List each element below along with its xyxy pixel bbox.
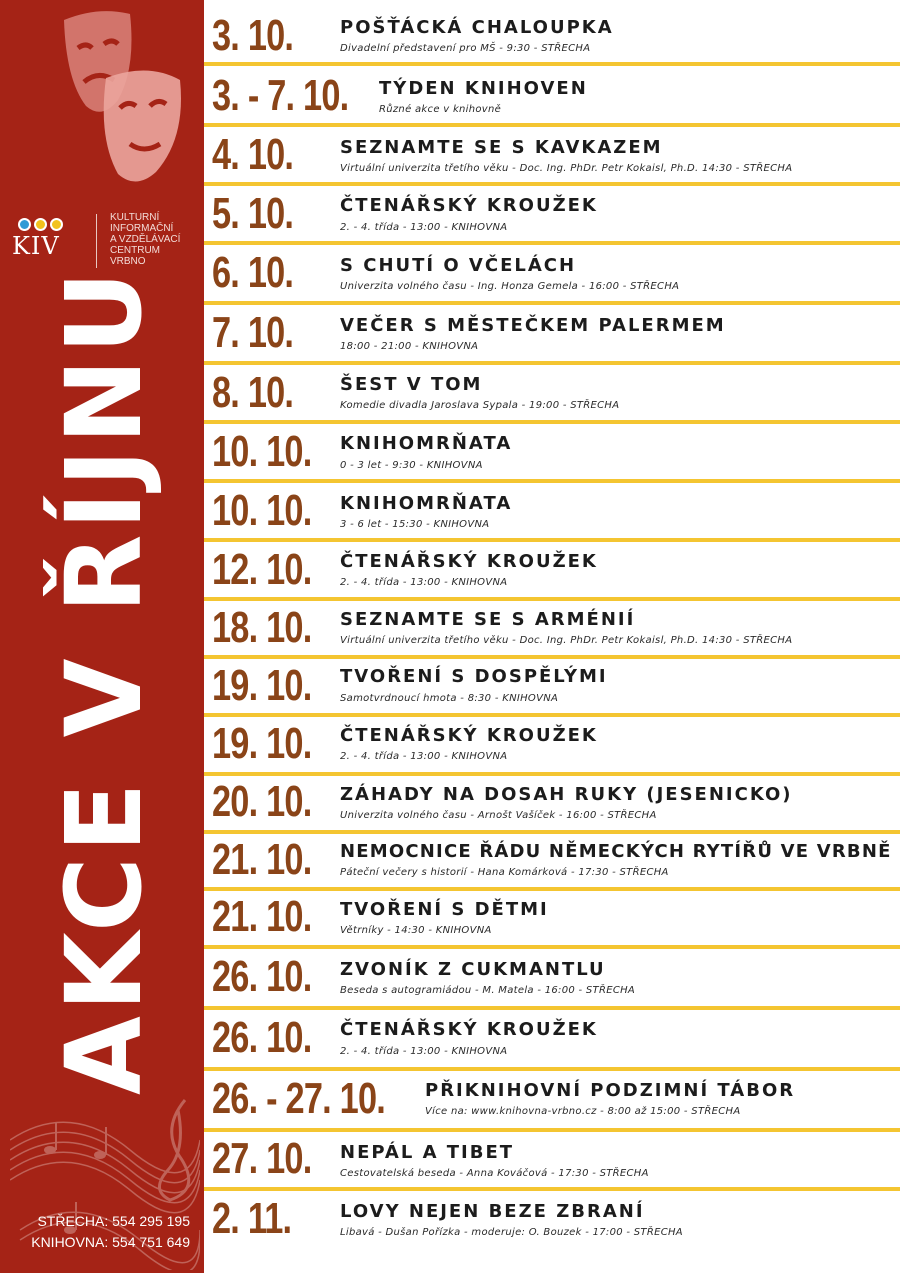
event-details: Více na: www.knihovna-vrbno.cz - 8:00 až 15:00 - STŘECHA [425, 1106, 741, 1117]
event-date: 19. 10. [212, 719, 312, 768]
divider [204, 361, 900, 365]
divider [204, 241, 900, 245]
event-details: 0 - 3 let - 9:30 - KNIHOVNA [340, 460, 483, 471]
contact-knihovna: KNIHOVNA: 554 751 649 [31, 1234, 190, 1250]
event-title: S CHUTÍ O VČELÁCH [340, 255, 577, 276]
divider [204, 301, 900, 305]
divider [204, 945, 900, 949]
logo-line: A VZDĚLÁVACÍ [110, 234, 181, 245]
event-title: ZVONÍK Z CUKMANTLU [340, 959, 606, 980]
event-details: Univerzita volného času - Arnošt Vašíček - 16:00 - STŘECHA [340, 810, 657, 821]
event-date: 3. - 7. 10. [212, 71, 349, 120]
event-date: 21. 10. [212, 835, 312, 884]
logo-dot-yellow-2 [50, 218, 63, 231]
divider [204, 1128, 900, 1132]
divider [204, 830, 900, 834]
divider [204, 1187, 900, 1191]
event-date: 21. 10. [212, 892, 312, 941]
divider [204, 182, 900, 186]
event-title: VEČER S MĚSTEČKEM PALERMEM [340, 315, 726, 336]
divider [204, 1006, 900, 1010]
contacts [10, 1211, 190, 1253]
event-details: 2. - 4. třída - 13:00 - KNIHOVNA [340, 1046, 508, 1057]
event-date: 20. 10. [212, 777, 312, 826]
event-title: ČTENÁŘSKÝ KROUŽEK [340, 551, 598, 572]
event-title: ČTENÁŘSKÝ KROUŽEK [340, 195, 598, 216]
logo-dot-blue [18, 218, 31, 231]
event-title: TVOŘENÍ S DOSPĚLÝMI [340, 666, 608, 687]
event-title: KNIHOMRŇATA [340, 433, 513, 454]
sidebar [0, 0, 204, 1273]
event-date: 18. 10. [212, 603, 312, 652]
contact-strecha: STŘECHA: 554 295 195 [37, 1213, 190, 1229]
logo-mark: KIV [12, 232, 60, 260]
event-date: 26. 10. [212, 1013, 312, 1062]
event-details: Beseda s autogramiádou - M. Matela - 16:00 - STŘECHA [340, 985, 636, 996]
event-title: SEZNAMTE SE S KAVKAZEM [340, 137, 663, 158]
event-details: Různé akce v knihovně [379, 104, 502, 115]
event-date: 4. 10. [212, 130, 294, 179]
event-details: Páteční večery s historií - Hana Komárková - 17:30 - STŘECHA [340, 867, 669, 878]
logo-line: INFORMAČNÍ [110, 223, 174, 234]
event-title: LOVY NEJEN BEZE ZBRANÍ [340, 1201, 645, 1222]
divider [204, 538, 900, 542]
event-date: 26. 10. [212, 952, 312, 1001]
event-title: PŘIKNIHOVNÍ PODZIMNÍ TÁBOR [425, 1080, 796, 1101]
event-title: ČTENÁŘSKÝ KROUŽEK [340, 725, 598, 746]
event-title: NEPÁL A TIBET [340, 1142, 515, 1163]
event-details: 18:00 - 21:00 - KNIHOVNA [340, 341, 479, 352]
event-details: Cestovatelská beseda - Anna Kováčová - 17:30 - STŘECHA [340, 1168, 649, 1179]
event-title: NEMOCNICE ŘÁDU NĚMECKÝCH RYTÍŘŮ VE VRBNĚ [340, 841, 892, 862]
event-details: Divadelní představení pro MŠ - 9:30 - STŘECHA [340, 43, 591, 54]
event-details: Libavá - Dušan Pořízka - moderuje: O. Bouzek - 17:00 - STŘECHA [340, 1227, 683, 1238]
divider [204, 420, 900, 424]
divider [204, 772, 900, 776]
event-date: 10. 10. [212, 427, 312, 476]
event-date: 7. 10. [212, 308, 294, 357]
event-date: 19. 10. [212, 661, 312, 710]
event-details: 3 - 6 let - 15:30 - KNIHOVNA [340, 519, 490, 530]
event-details: Samotvrdnoucí hmota - 8:30 - KNIHOVNA [340, 693, 559, 704]
vertical-title: AKCE V ŘÍJNU [43, 266, 165, 1095]
divider [204, 1067, 900, 1071]
logo-text [110, 212, 204, 267]
divider [204, 479, 900, 483]
logo-line: VRBNO [110, 256, 146, 267]
event-date: 2. 11. [212, 1194, 292, 1243]
event-details: Virtuální univerzita třetího věku - Doc. Ing. PhDr. Petr Kokaisl, Ph.D. 14:30 - STŘECHA [340, 635, 793, 646]
event-details: 2. - 4. třída - 13:00 - KNIHOVNA [340, 751, 508, 762]
event-title: POŠŤÁCKÁ CHALOUPKA [340, 17, 614, 38]
event-date: 12. 10. [212, 545, 312, 594]
events-list [204, 0, 900, 1273]
divider [204, 713, 900, 717]
event-date: 10. 10. [212, 486, 312, 535]
event-title: ČTENÁŘSKÝ KROUŽEK [340, 1019, 598, 1040]
event-details: Virtuální univerzita třetího věku - Doc. Ing. PhDr. Petr Kokaisl, Ph.D. 14:30 - STŘECHA [340, 163, 793, 174]
logo-dot-yellow [34, 218, 47, 231]
event-details: 2. - 4. třída - 13:00 - KNIHOVNA [340, 222, 508, 233]
event-date: 27. 10. [212, 1134, 312, 1183]
event-date: 26. - 27. 10. [212, 1074, 386, 1123]
theatre-masks-icon [58, 8, 188, 188]
event-title: ŠEST V TOM [340, 374, 483, 395]
event-title: SEZNAMTE SE S ARMÉNIÍ [340, 609, 636, 630]
event-date: 3. 10. [212, 11, 294, 60]
divider [204, 62, 900, 66]
event-details: Komedie divadla Jaroslava Sypala - 19:00 - STŘECHA [340, 400, 620, 411]
logo-separator [96, 214, 97, 268]
event-details: Větrníky - 14:30 - KNIHOVNA [340, 925, 492, 936]
divider [204, 123, 900, 127]
kiv-logo [12, 212, 202, 272]
event-details: 2. - 4. třída - 13:00 - KNIHOVNA [340, 577, 508, 588]
event-date: 8. 10. [212, 368, 294, 417]
event-title: ZÁHADY NA DOSAH RUKY (JESENICKO) [340, 784, 793, 805]
divider [204, 887, 900, 891]
logo-line: CENTRUM [110, 245, 160, 256]
logo-line: KULTURNÍ [110, 212, 160, 223]
event-title: TÝDEN KNIHOVEN [379, 78, 588, 99]
event-title: TVOŘENÍ S DĚTMI [340, 899, 549, 920]
divider [204, 597, 900, 601]
event-title: KNIHOMRŇATA [340, 493, 513, 514]
divider [204, 655, 900, 659]
event-date: 5. 10. [212, 189, 294, 238]
event-details: Univerzita volného času - Ing. Honza Gemela - 16:00 - STŘECHA [340, 281, 680, 292]
event-date: 6. 10. [212, 248, 294, 297]
